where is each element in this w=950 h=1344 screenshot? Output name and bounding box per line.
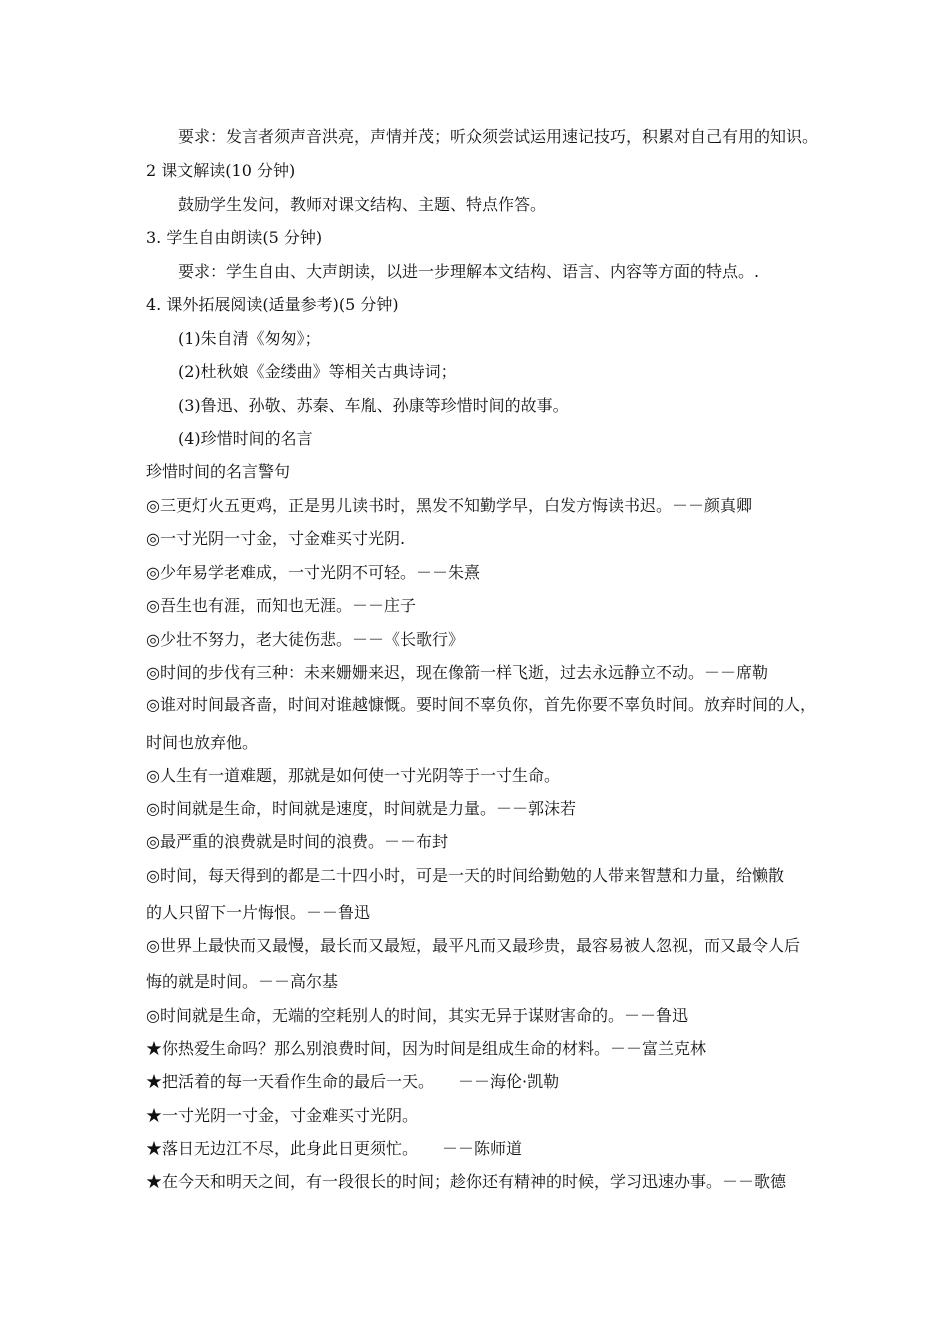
quote-line-continued: 悔的就是时间。－－高尔基 [146, 972, 339, 991]
reading-item-3: (3)鲁迅、孙敬、苏秦、车胤、孙康等珍惜时间的故事。 [178, 396, 569, 415]
section-2-body: 鼓励学生发问，教师对课文结构、主题、特点作答。 [178, 195, 547, 214]
quote-line: ◎吾生也有涯，而知也无涯。－－庄子 [146, 596, 416, 615]
reading-item-4: (4)珍惜时间的名言 [178, 429, 313, 448]
quotes-heading: 珍惜时间的名言警句 [146, 462, 291, 481]
quote-line: ★落日无边江不尽，此身此日更须忙。 －－陈师道 [146, 1139, 523, 1158]
quote-line: ◎时间，每天得到的都是二十四小时，可是一天的时间给勤勉的人带来智慧和力量，给懒散 [146, 866, 784, 885]
quote-line: ◎少壮不努力，老大徒伤悲。－－《长歌行》 [146, 630, 464, 649]
quote-line: ◎时间就是生命，时间就是速度，时间就是力量。－－郭沫若 [146, 799, 576, 818]
section-2-heading: 2 课文解读(10 分钟) [146, 161, 296, 180]
quote-line: ◎世界上最快而又最慢，最长而又最短，最平凡而又最珍贵，最容易被人忽视，而又最令人后 [146, 936, 800, 955]
quote-line: ★在今天和明天之间，有一段很长的时间；趁你还有精神的时候，学习迅速办事。－－歌德 [146, 1172, 787, 1191]
requirement-speaking: 要求：发言者须声音洪亮，声情并茂；听众须尝试运用速记技巧，积累对自己有用的知识。 [178, 127, 819, 146]
reading-item-1: (1)朱自清《匆匆》； [178, 329, 321, 348]
quote-line: ◎谁对时间最吝啬，时间对谁越慷慨。要时间不辜负你，首先你要不辜负时间。放弃时间的人， [146, 695, 816, 714]
quote-line: ◎最严重的浪费就是时间的浪费。－－布封 [146, 832, 448, 851]
quote-line: ★你热爱生命吗？那么别浪费时间，因为时间是组成生命的材料。－－富兰克林 [146, 1039, 707, 1058]
quote-line: ◎时间就是生命，无端的空耗别人的时间，其实无异于谋财害命的。－－鲁迅 [146, 1006, 688, 1025]
quote-line: ★把活着的每一天看作生命的最后一天。 －－海伦·凯勒 [146, 1072, 560, 1091]
quote-line-continued: 时间也放弃他。 [146, 733, 259, 752]
quote-line: ◎人生有一道难题，那就是如何使一寸光阴等于一寸生命。 [146, 766, 560, 785]
quote-line: ◎少年易学老难成，一寸光阴不可轻。－－朱熹 [146, 563, 480, 582]
quote-line-continued: 的人只留下一片悔恨。－－鲁迅 [146, 903, 371, 922]
section-3-heading: 3. 学生自由朗读(5 分钟) [146, 228, 323, 247]
section-3-body: 要求：学生自由、大声朗读，以进一步理解本文结构、语言、内容等方面的特点。. [178, 262, 760, 281]
section-4-heading: 4. 课外拓展阅读(适量参考)(5 分钟) [146, 295, 399, 314]
quote-line: ★一寸光阴一寸金，寸金难买寸光阴。 [146, 1106, 419, 1125]
reading-item-2: (2)杜秋娘《金缕曲》等相关古典诗词； [178, 362, 457, 381]
quote-line: ◎时间的步伐有三种：未来姗姗来迟，现在像箭一样飞逝，过去永远静立不动。－－席勒 [146, 663, 768, 682]
quote-line: ◎三更灯火五更鸡，正是男儿读书时，黑发不知勤学早，白发方悔读书迟。－－颜真卿 [146, 496, 752, 515]
quote-line: ◎一寸光阴一寸金，寸金难买寸光阴. [146, 529, 406, 548]
